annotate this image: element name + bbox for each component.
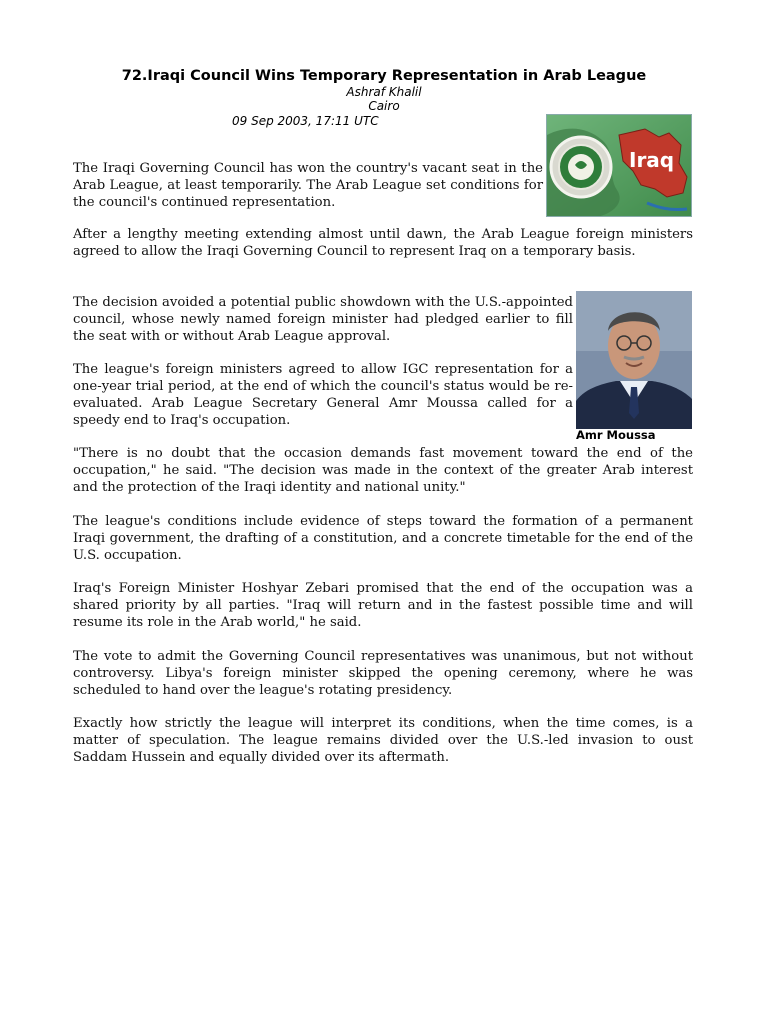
article-date: 09 Sep 2003, 17:11 UTC	[232, 114, 379, 128]
paragraph-1: The Iraqi Governing Council has won the country's vacant seat in the Arab League, at least temporarily. The Arab League set conditions for the council's continued representation.	[73, 161, 543, 210]
article-location: Cairo	[368, 99, 400, 113]
paragraph-5: "There is no doubt that the occasion demands fast movement toward the end of the occupation," he said. "The decision was made in the context of the greater Arab interest and the protection of the Iraqi identity and national unity."	[73, 446, 693, 495]
paragraph-8: The vote to admit the Governing Council representatives was unanimous, but not without controversy. Libya's foreign minister skipped the opening ceremony, where he was scheduled to hand over the league's rotating presidency.	[73, 649, 693, 698]
article-title: 72.Iraqi Council Wins Temporary Representation in Arab League	[121, 68, 647, 84]
amr-moussa-photo	[576, 291, 692, 429]
paragraph-3: The decision avoided a potential public showdown with the U.S.-appointed council, whose newly named foreign minister had pledged earlier to fill the seat with or without Arab League approval.	[73, 295, 573, 344]
paragraph-6: The league's conditions include evidence of steps toward the formation of a permanent Iraqi government, the drafting of a constitution, and a concrete timetable for the end of the U.S. occupation.	[73, 514, 693, 563]
iraq-map-graphic	[547, 115, 692, 217]
paragraph-9: Exactly how strictly the league will interpret its conditions, when the time comes, is a matter of speculation. The league remains divided over the U.S.-led invasion to oust Saddam Hussein and equally divided over its aftermath.	[73, 716, 693, 765]
map-label: Iraq	[629, 148, 675, 172]
paragraph-4: The league's foreign ministers agreed to allow IGC representation for a one-year trial period, at the end of which the council's status would be re-evaluated. Arab League Secretary General Amr Moussa called for a speedy end to Iraq's occupation.	[73, 362, 573, 428]
paragraph-7: Iraq's Foreign Minister Hoshyar Zebari promised that the end of the occupation was a shared priority by all parties. "Iraq will return and in the fastest possible time and will resume its role in the Arab world," he said.	[73, 581, 693, 630]
portrait-graphic	[576, 291, 692, 429]
article-author: Ashraf Khalil	[346, 85, 422, 99]
paragraph-2: After a lengthy meeting extending almost until dawn, the Arab League foreign ministers agreed to allow the Iraqi Governing Council to represent Iraq on a temporary basis.	[73, 227, 693, 259]
photo-caption: Amr Moussa	[576, 428, 656, 442]
arab-league-iraq-image	[546, 114, 692, 217]
